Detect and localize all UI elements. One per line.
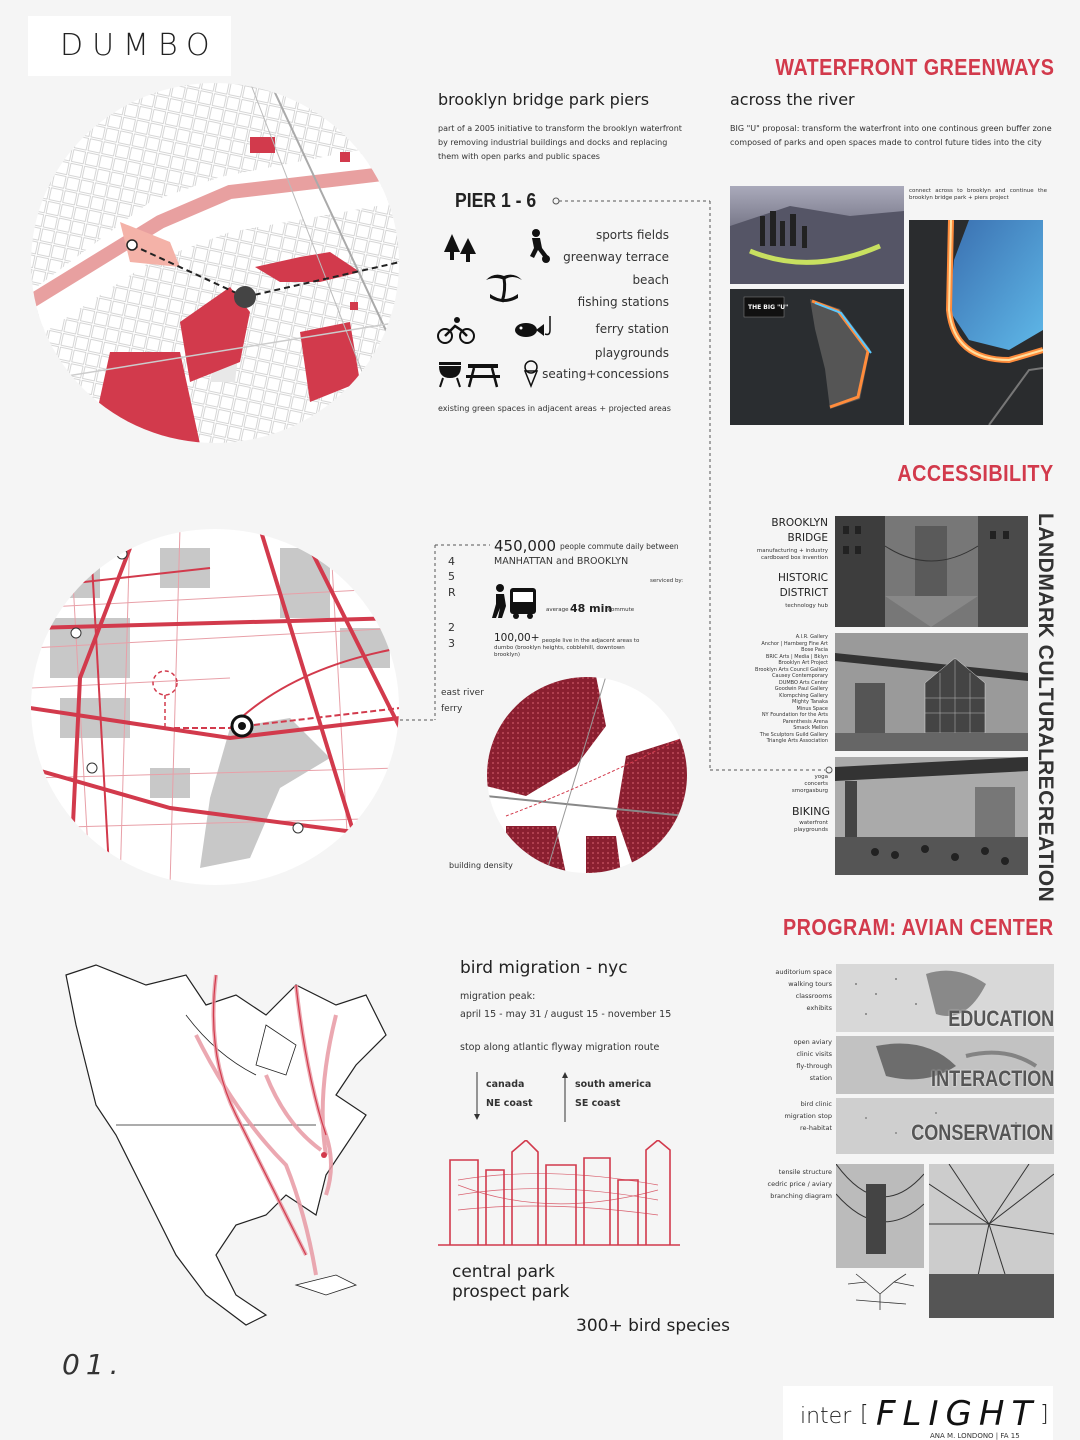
- program-item: classrooms: [795, 992, 832, 1000]
- gallery-item: DUMBO Arts Center: [778, 679, 828, 686]
- beach-palm-icon: [484, 270, 524, 306]
- up-destination: SE coast: [575, 1098, 621, 1109]
- park-2: prospect park: [452, 1282, 570, 1302]
- river-title: across the river: [730, 90, 855, 109]
- brand-bracket-left: [: [860, 1402, 869, 1427]
- ferry-label-2: ferry: [441, 704, 463, 714]
- branching-diagram: [836, 1270, 924, 1318]
- rec-item-playgrounds: playgrounds: [794, 827, 828, 833]
- aviary-skyline-diagram: [438, 1140, 680, 1250]
- bird-migration-title: bird migration - nyc: [460, 958, 628, 978]
- education-label: EDUCATION: [948, 1006, 1054, 1031]
- residents-count: 100,00+: [494, 632, 540, 644]
- structure-list: [768, 1166, 832, 1202]
- waterfront-recreation-photo: [835, 757, 1028, 875]
- gallery-item: Mighty Tanaka: [792, 699, 828, 705]
- commute-count: 450,000: [494, 537, 557, 555]
- biking-label: BIKING: [791, 805, 830, 818]
- historic-line2: DISTRICT: [779, 587, 828, 599]
- amenity-seating-concessions: seating+concessions: [542, 367, 669, 381]
- big-u-glow-map: [909, 220, 1043, 425]
- historic-district-label: [778, 571, 828, 601]
- amenity-beach: beach: [632, 273, 669, 287]
- migration-peak-dates: april 15 - may 31 / august 15 - november 15: [460, 1009, 672, 1020]
- residents-text: people live in the adjacent areas to dumbo (brooklyn heights, cobblehill, downtown brooklyn): [494, 638, 640, 658]
- program-item: auditorium space: [775, 968, 832, 976]
- average-value: 48 min: [570, 602, 613, 615]
- subway-line-5: 5: [448, 570, 455, 583]
- historic-sub: technology hub: [785, 603, 828, 609]
- amenity-greenway-terrace: greenway terrace: [563, 250, 669, 264]
- program-item: exhibits: [806, 1004, 832, 1012]
- amenity-playgrounds: playgrounds: [594, 346, 669, 360]
- gallery-item: Triangle Arts Association: [766, 738, 828, 744]
- aviary-structure-photo: [929, 1164, 1054, 1318]
- ferry-label-1: east river: [441, 688, 484, 698]
- program-item: tensile structure: [778, 1168, 832, 1176]
- density-caption: building density: [449, 861, 513, 870]
- amenity-sports-fields: sports fields: [595, 228, 669, 242]
- fish-hook-icon: [512, 314, 556, 342]
- brand-main: FLIGHT: [876, 1394, 1040, 1434]
- program-item: cedric price / aviary: [767, 1180, 832, 1188]
- recreation-bottom-list: [794, 820, 828, 834]
- gallery-item: Brooklyn Arts Council Gallery: [755, 666, 828, 673]
- rec-item-waterfront: waterfront: [799, 820, 828, 826]
- cyclist-icon: [437, 316, 475, 344]
- rec-item-yoga: yoga: [814, 774, 828, 780]
- conservation-list: [785, 1098, 832, 1134]
- north-america-migration-map: [36, 955, 416, 1335]
- ice-cream-icon: [523, 360, 539, 388]
- big-u-inset-label: THE BIG "U": [748, 304, 789, 311]
- historic-line1: HISTORIC: [777, 572, 828, 584]
- piers-title: brooklyn bridge park piers: [438, 90, 650, 109]
- program-item: clinic visits: [796, 1050, 832, 1058]
- commute-text2: MANHATTAN and BROOKLYN: [494, 556, 629, 567]
- gallery-item: Smack Mellon: [793, 725, 828, 731]
- river-note: connect across to brooklyn and continue the brooklyn bridge park + piers project: [909, 188, 1047, 201]
- flyway-note: stop along atlantic flyway migration route: [460, 1042, 660, 1053]
- page-number: 01.: [62, 1348, 125, 1381]
- program-item: branching diagram: [770, 1192, 832, 1200]
- bridge-label-line2: BRIDGE: [787, 532, 828, 544]
- tree-icon: [440, 232, 480, 266]
- gallery-item: Brooklyn Art Project: [778, 660, 828, 666]
- brooklyn-bridge-street-photo: [835, 516, 1028, 627]
- park-1: central park: [452, 1262, 555, 1282]
- rec-item-concerts: concerts: [804, 781, 828, 787]
- gallery-item: Causey Contemporary: [772, 673, 828, 679]
- bridge-label-line1: BROOKLYN: [771, 517, 828, 529]
- gallery-item: Goodwin Paul Gallery: [774, 686, 828, 692]
- bird-species-count: 300+ bird species: [576, 1316, 730, 1336]
- brooklyn-bridge-label: [771, 516, 828, 546]
- subway-line-3: 3: [448, 637, 455, 650]
- big-u-satellite-photo: [730, 289, 904, 425]
- program-item: fly-through: [796, 1062, 832, 1070]
- subway-line-2: 2: [448, 621, 455, 634]
- average-label: average: [546, 607, 569, 613]
- grill-icon: [437, 358, 463, 388]
- amenity-ferry-station: ferry station: [595, 322, 669, 336]
- gallery-list: [755, 634, 828, 745]
- gallery-item: Minus Space: [796, 705, 828, 712]
- program-item: walking tours: [788, 980, 832, 988]
- brand-bracket-right: ]: [1040, 1402, 1049, 1427]
- recreation-label: RECREATION: [1034, 760, 1057, 903]
- conservation-label: CONSERVATION: [911, 1120, 1054, 1145]
- gallery-item: Bose Pacia: [801, 647, 828, 653]
- interaction-label: INTERACTION: [930, 1066, 1054, 1091]
- pedestrian-bus-icon: [490, 582, 540, 620]
- dumbo-pier-map: [30, 82, 400, 444]
- recreation-top-list: [792, 774, 828, 795]
- piers-description: part of a 2005 initiative to transform the brooklyn waterfront by removing industrial buildings and docks and replacing them with open parks and public spaces: [438, 124, 682, 161]
- bridge-sub-line2: cardboard box invention: [760, 555, 828, 561]
- amenity-fishing-stations: fishing stations: [577, 295, 669, 309]
- down-destination: NE coast: [486, 1098, 533, 1109]
- picnic-table-icon: [466, 360, 500, 388]
- gallery-item: BRIC Arts | Media | Bklyn: [765, 653, 828, 660]
- transit-map: [30, 528, 400, 886]
- bridge-sub: [757, 548, 828, 562]
- subway-line-4: 4: [448, 555, 455, 568]
- down-origin: canada: [486, 1079, 525, 1090]
- river-description: BIG "U" proposal: transform the waterfront into one continous green buffer zone composed of parks and open spaces made to control future tides into the city: [730, 124, 1052, 147]
- greenways-heading: WATERFRONT GREENWAYS: [775, 54, 1054, 80]
- program-item: station: [809, 1074, 832, 1082]
- rec-item-smorgasburg: smorgasburg: [791, 788, 828, 794]
- commute-text1: people commute daily between: [560, 542, 679, 551]
- gallery-item: Klompching Gallery: [779, 692, 828, 699]
- brand-prefix: inter: [800, 1404, 852, 1429]
- program-item: migration stop: [784, 1112, 832, 1120]
- bridge-pavilion-photo: [835, 633, 1028, 751]
- subway-line-r: R: [448, 586, 456, 599]
- tensile-structure-photo: [836, 1164, 924, 1268]
- page-title: DUMBO: [60, 28, 219, 63]
- program-item: bird clinic: [800, 1100, 832, 1108]
- gallery-item: Anchor | Harnberg Fine Art: [761, 640, 828, 647]
- piers-caption: existing green spaces in adjacent areas + projected areas: [438, 404, 671, 413]
- arrow-up-icon: [560, 1072, 570, 1122]
- soccer-player-icon: [522, 228, 552, 264]
- manhattan-aerial-photo: [730, 186, 904, 284]
- migration-peak-label: migration peak:: [460, 991, 536, 1002]
- bridge-sub-line1: manufacturing + industry: [756, 548, 828, 554]
- arrow-down-icon: [472, 1072, 482, 1122]
- pier-label: PIER 1 - 6: [455, 190, 537, 212]
- gallery-item: A.I.R. Gallery: [795, 634, 828, 640]
- serviced-by: serviced by:: [650, 578, 684, 584]
- landmark-cultural-label: LANDMARK CULTURAL: [1034, 513, 1057, 762]
- education-list: [775, 966, 832, 1014]
- program-item: re-habitat: [800, 1124, 832, 1132]
- author-credit: ANA M. LONDONO | FA 15: [930, 1432, 1020, 1440]
- gallery-item: The Sculptors Guild Gallery: [759, 731, 828, 738]
- up-origin: south america: [575, 1079, 652, 1090]
- program-item: open aviary: [793, 1038, 832, 1046]
- accessibility-heading: ACCESSIBILITY: [897, 460, 1054, 486]
- interaction-list: [794, 1036, 832, 1084]
- commute-label: commute: [608, 607, 635, 613]
- gallery-item: NY Foundation for the Arts: [761, 712, 828, 718]
- gallery-item: Parenthesis Arena: [782, 718, 828, 725]
- program-heading: PROGRAM: AVIAN CENTER: [783, 914, 1054, 940]
- building-density-map: [486, 676, 689, 874]
